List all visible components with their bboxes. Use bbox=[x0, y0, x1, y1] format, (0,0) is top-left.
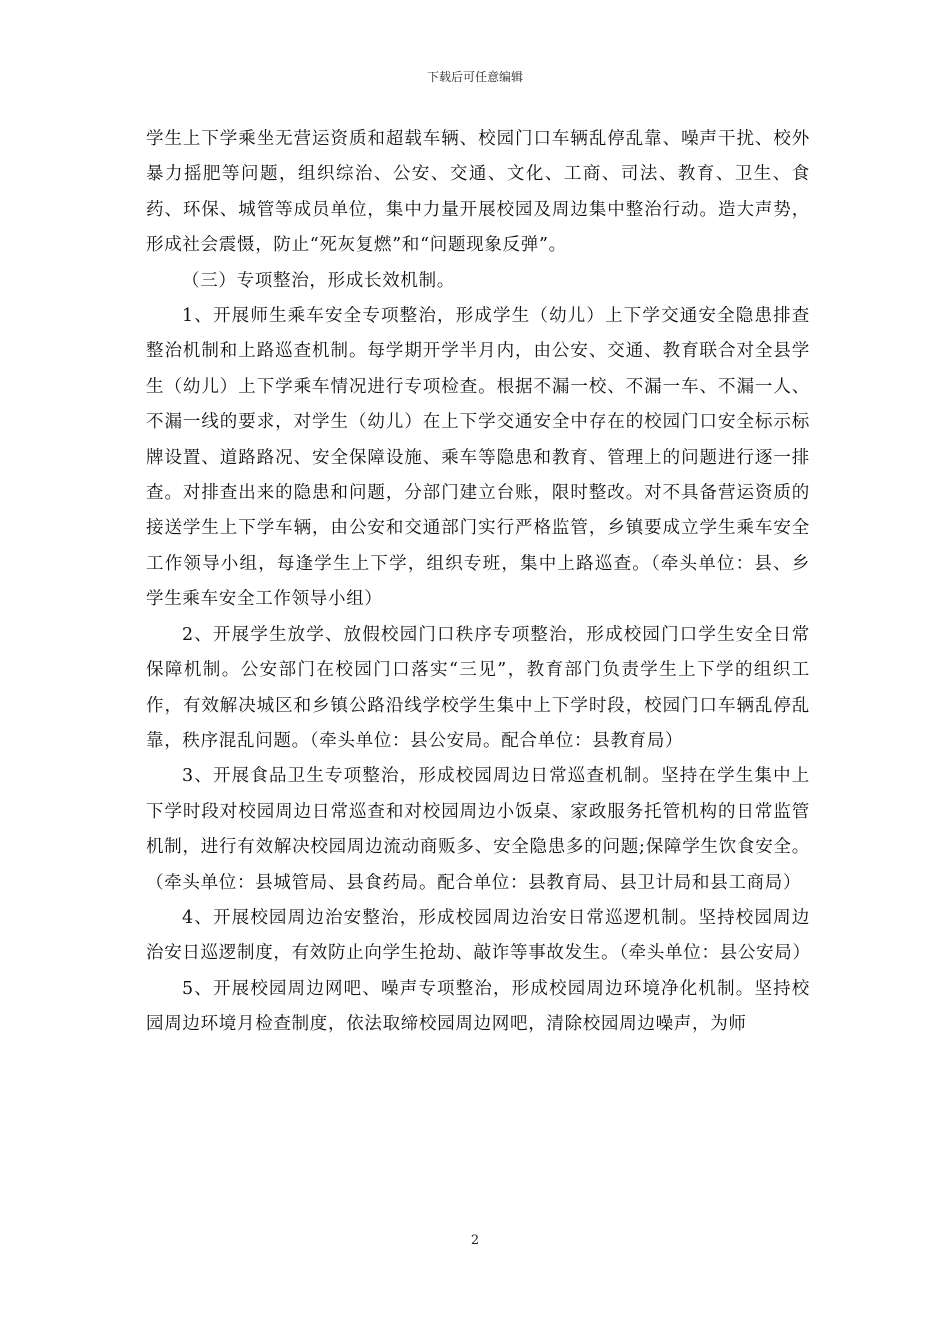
paragraph-item-3: 3、开展食品卫生专项整治，形成校园周边日常巡查机制。坚持在学生集中上下学时段对校园周边日常巡查和对校园周边小饭桌、家政服务托管机构的日常监管机制，进行有效解决校园周边流动商贩多、安全隐患多的问题;保障学生饮食安全。（牵头单位：县城管局、县食药局。配合单位：县教育局、县卫计局和县工商局） bbox=[146, 766, 810, 893]
paragraph-item-2: 2、开展学生放学、放假校园门口秩序专项整治，形成校园门口学生安全日常保障机制。公安部门在校园门口落实“三见”，教育部门负责学生上下学的组织工作，有效解决城区和乡镇公路沿线学校学生集中上下学时段，校园门口车辆乱停乱靠，秩序混乱问题。（牵头单位：县公安局。配合单位：县教育局） bbox=[146, 624, 810, 751]
paragraph-item-4: 4、开展校园周边治安整治，形成校园周边治安日常巡逻机制。坚持校园周边治安日巡逻制度，有效防止向学生抢劫、敲诈等事故发生。（牵头单位：县公安局） bbox=[146, 907, 811, 964]
section-heading-three: （三）专项整治，形成长效机制。 bbox=[182, 270, 455, 291]
paragraph-item-1: 1、开展师生乘车安全专项整治，形成学生（幼儿）上下学交通安全隐患排查整治机制和上路巡查机制。每学期开学半月内，由公安、交通、教育联合对全县学生（幼儿）上下学乘车情况进行专项检查。根据不漏一校、不漏一车、不漏一人、不漏一线的要求，对学生（幼儿）在上下学交通安全中存在的校园门口安全标示标牌设置、道路路况、安全保障设施、乘车等隐患和教育、管理上的问题进行逐一排查。对排查出来的隐患和问题，分部门建立台账，限时整改。对不具备营运资质的接送学生上下学车辆，由公安和交通部门实行严格监管，乡镇要成立学生乘车安全工作领导小组，每逢学生上下学，组织专班，集中上路巡查。（牵头单位：县、乡学生乘车安全工作领导小组） bbox=[146, 306, 810, 610]
document-body bbox=[146, 122, 810, 1043]
page-header: 下载后可任意编辑 bbox=[426, 70, 523, 84]
page-number: 2 bbox=[470, 1233, 480, 1248]
paragraph-continuation: 学生上下学乘坐无营运资质和超载车辆、校园门口车辆乱停乱靠、噪声干扰、校外暴力摇肥等问题，组织综治、公安、交通、文化、工商、司法、教育、卫生、食药、环保、城管等成员单位，集中力量开展校园及周边集中整治行动。造大声势，形成社会震慑，防止“死灰复燃”和“问题现象反弹”。 bbox=[146, 129, 810, 256]
paragraph-item-5: 5、开展校园周边网吧、噪声专项整治，形成校园周边环境净化机制。坚持校园周边环境月检查制度，依法取缔校园周边网吧，清除校园周边噪声，为师 bbox=[146, 978, 810, 1035]
